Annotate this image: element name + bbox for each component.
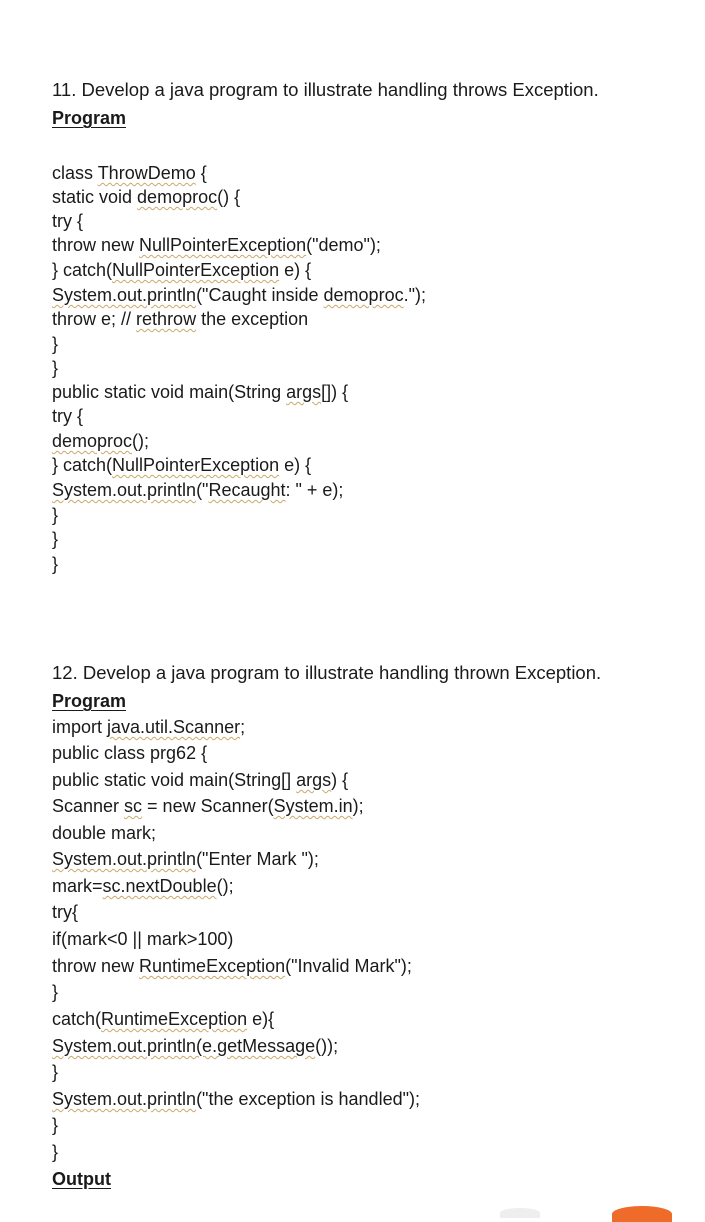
code-line bbox=[52, 1088, 420, 1110]
code-text: () { bbox=[217, 187, 241, 207]
code-text: java.util.Scanner bbox=[107, 717, 241, 737]
q11-heading: 11. Develop a java program to illustrate handling throws Exception. bbox=[52, 79, 599, 100]
code-line bbox=[52, 308, 308, 330]
code-line: public class prg62 { bbox=[52, 743, 208, 763]
code-text: e) { bbox=[279, 260, 312, 280]
code-text: System.in bbox=[273, 796, 353, 816]
code-text: (" bbox=[196, 480, 209, 500]
code-line bbox=[52, 875, 234, 897]
code-text: } catch( bbox=[52, 260, 113, 280]
q12-heading: 12. Develop a java program to illustrate handling thrown Exception. bbox=[52, 662, 602, 683]
code-text: System.out.println bbox=[52, 285, 197, 305]
code-line: } bbox=[52, 334, 59, 354]
code-line bbox=[52, 454, 311, 476]
code-text: NullPointerException bbox=[112, 260, 280, 280]
code-line bbox=[52, 769, 348, 791]
code-line bbox=[52, 1035, 338, 1057]
code-text: ."); bbox=[403, 285, 426, 305]
code-line: try { bbox=[52, 406, 84, 426]
code-text: : " + e); bbox=[285, 480, 344, 500]
code-text: sc bbox=[124, 796, 143, 816]
code-text: demoproc bbox=[137, 187, 218, 207]
code-line bbox=[52, 186, 240, 208]
code-text: e){ bbox=[247, 1009, 275, 1029]
code-text: ("Invalid Mark"); bbox=[285, 956, 412, 976]
code-line bbox=[52, 162, 207, 184]
code-line bbox=[52, 381, 348, 403]
code-text: = new Scanner( bbox=[142, 796, 274, 816]
code-text: Scanner bbox=[52, 796, 125, 816]
q11-program-label: Program bbox=[52, 108, 127, 128]
code-text: ("Caught inside bbox=[196, 285, 324, 305]
q12-program-label: Program bbox=[52, 691, 127, 711]
code-line bbox=[52, 955, 412, 977]
code-text: demoproc bbox=[52, 431, 133, 451]
code-line: try { bbox=[52, 211, 84, 231]
code-text: System.out.println bbox=[52, 1089, 197, 1109]
code-text: System.out.println bbox=[52, 480, 197, 500]
code-text: ("demo"); bbox=[306, 235, 381, 255]
code-text: ) { bbox=[331, 770, 349, 790]
code-line bbox=[52, 479, 343, 501]
code-text: class bbox=[52, 163, 98, 183]
code-line bbox=[52, 1008, 274, 1030]
code-text: args bbox=[296, 770, 332, 790]
code-text: RuntimeException bbox=[139, 956, 286, 976]
q12-output-label: Output bbox=[52, 1169, 111, 1189]
code-text: static void bbox=[52, 187, 138, 207]
code-text: ("the exception is handled"); bbox=[196, 1089, 420, 1109]
code-line: if(mark<0 || mark>100) bbox=[52, 929, 234, 949]
code-line bbox=[52, 234, 381, 256]
code-text: (); bbox=[216, 876, 234, 896]
code-text: public static void main(String bbox=[52, 382, 287, 402]
code-text: NullPointerException bbox=[112, 455, 280, 475]
code-text: []) { bbox=[321, 382, 349, 402]
code-line: double mark; bbox=[52, 823, 157, 843]
code-text: ("Enter Mark "); bbox=[196, 849, 319, 869]
code-text: Recaught bbox=[208, 480, 286, 500]
code-line: } bbox=[52, 505, 59, 525]
code-text: System.out.println bbox=[52, 849, 197, 869]
code-text: ThrowDemo bbox=[97, 163, 196, 183]
code-line bbox=[52, 430, 149, 452]
partial-shape-orange bbox=[612, 1206, 672, 1222]
code-text: RuntimeException bbox=[101, 1009, 248, 1029]
code-line: } bbox=[52, 529, 59, 549]
code-text: ; bbox=[240, 717, 246, 737]
code-text: throw new bbox=[52, 235, 140, 255]
code-text: NullPointerException bbox=[139, 235, 307, 255]
code-text: sc.nextDouble bbox=[102, 876, 217, 896]
code-text: ); bbox=[352, 796, 364, 816]
code-line bbox=[52, 259, 311, 281]
code-line: } bbox=[52, 1142, 59, 1162]
code-line bbox=[52, 716, 245, 738]
code-line bbox=[52, 284, 426, 306]
code-line: try{ bbox=[52, 902, 79, 922]
code-text: import bbox=[52, 717, 108, 737]
partial-shape-gray bbox=[500, 1208, 540, 1218]
code-line: } bbox=[52, 982, 59, 1002]
code-text: public static void main(String[] bbox=[52, 770, 297, 790]
code-line: } bbox=[52, 1115, 59, 1135]
code-text: e) { bbox=[279, 455, 312, 475]
code-text: (); bbox=[132, 431, 150, 451]
code-line bbox=[52, 848, 319, 870]
code-text: ()); bbox=[315, 1036, 339, 1056]
code-text: throw new bbox=[52, 956, 140, 976]
code-text: mark= bbox=[52, 876, 103, 896]
code-line bbox=[52, 795, 364, 817]
code-text: args bbox=[286, 382, 322, 402]
code-text: catch( bbox=[52, 1009, 102, 1029]
code-text: System.out.println(e.getMessage bbox=[52, 1036, 316, 1056]
code-text: throw e; // bbox=[52, 309, 137, 329]
code-text: the exception bbox=[196, 309, 309, 329]
code-line: } bbox=[52, 554, 59, 574]
code-line: } bbox=[52, 358, 59, 378]
code-text: rethrow bbox=[136, 309, 197, 329]
code-text: demoproc bbox=[323, 285, 404, 305]
code-line: } bbox=[52, 1062, 59, 1082]
code-text: } catch( bbox=[52, 455, 113, 475]
code-text: { bbox=[195, 163, 207, 183]
